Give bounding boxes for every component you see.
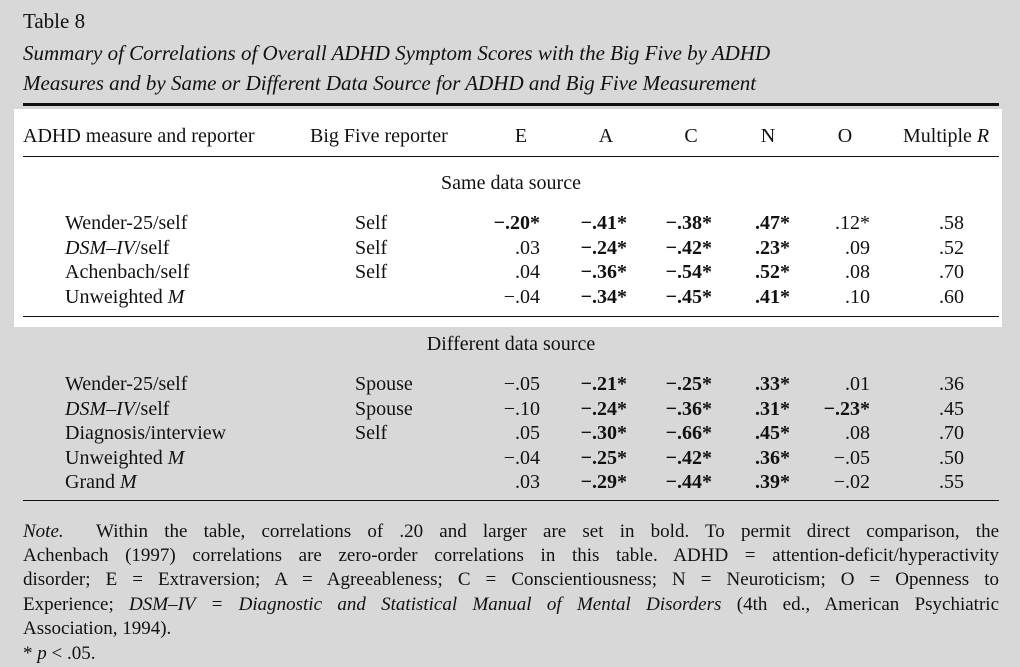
note-line-3: disorder; E = Extraversion; A = Agreeableness; C = Conscientiousness; N = Neuroticism; O = Openness to <box>23 569 999 590</box>
header-a: A <box>598 125 614 147</box>
section-label: Different data source <box>426 333 596 355</box>
cell-multiple-r: .60 <box>939 285 964 308</box>
header-o: O <box>837 125 853 147</box>
cell-multiple-r: .36 <box>939 373 964 395</box>
header-n: N <box>760 125 776 147</box>
note-line-5: Association, 1994). <box>23 618 172 639</box>
cell-a: −.21* <box>580 373 627 395</box>
header-e: E <box>514 125 528 147</box>
row-reporter: Spouse <box>355 373 413 395</box>
row-measure: Unweighted M <box>65 446 185 469</box>
cell-e: −.04 <box>503 446 540 469</box>
header-measure: ADHD measure and reporter <box>23 125 255 147</box>
header-c: C <box>684 125 698 147</box>
row-reporter: Self <box>355 261 388 283</box>
cell-n: .23* <box>755 236 790 259</box>
cell-o: .01 <box>845 373 870 395</box>
cell-c: −.38* <box>665 212 712 234</box>
cell-multiple-r: .45 <box>939 397 964 420</box>
cell-o: −.23* <box>823 397 870 420</box>
cell-n: .33* <box>755 373 790 395</box>
cell-o: .09 <box>845 236 870 259</box>
cell-a: −.25* <box>580 446 627 469</box>
cell-a: −.34* <box>580 285 627 308</box>
row-measure: DSM–IV/self <box>65 236 170 259</box>
cell-multiple-r: .52 <box>939 236 964 259</box>
cell-o: −.05 <box>833 446 870 469</box>
cell-a: −.24* <box>580 236 627 259</box>
header-multiple-r: Multiple R <box>903 125 990 147</box>
cell-a: −.30* <box>580 422 627 444</box>
row-measure: Unweighted M <box>65 285 185 308</box>
cell-multiple-r: .58 <box>939 212 964 234</box>
cell-e: −.04 <box>503 285 540 308</box>
cell-e: .05 <box>515 422 540 444</box>
row-reporter: Self <box>355 212 388 234</box>
row-reporter: Self <box>355 236 388 259</box>
cell-n: .41* <box>755 285 790 308</box>
cell-o: .12* <box>835 212 870 234</box>
cell-e: −.05 <box>503 373 540 395</box>
row-measure: DSM–IV/self <box>65 397 170 420</box>
cell-multiple-r: .55 <box>939 471 964 493</box>
cell-o: −.02 <box>833 471 870 493</box>
cell-c: −.36* <box>665 397 712 420</box>
header-rule <box>23 156 999 157</box>
row-measure: Wender-25/self <box>65 373 188 395</box>
cell-e: .04 <box>515 261 540 283</box>
cell-a: −.36* <box>580 261 627 283</box>
cell-multiple-r: .50 <box>939 446 964 469</box>
cell-e: −.10 <box>503 397 540 420</box>
cell-c: −.66* <box>665 422 712 444</box>
cell-a: −.29* <box>580 471 627 493</box>
section-rule <box>23 316 999 317</box>
cell-c: −.54* <box>665 261 712 283</box>
cell-e: −.20* <box>493 212 540 234</box>
cell-n: .47* <box>755 212 790 234</box>
cell-n: .52* <box>755 261 790 283</box>
cell-n: .39* <box>755 471 790 493</box>
cell-o: .10 <box>845 285 870 308</box>
cell-c: −.45* <box>665 285 712 308</box>
note-line-1: Note. Within the table, correlations of .20 and larger are set in bold. To permit direct comparison, the <box>23 521 1000 542</box>
cell-e: .03 <box>515 471 540 493</box>
note-line-2: Achenbach (1997) correlations are zero-order correlations in this table. ADHD = attention-deficit/hyperactivity <box>23 545 999 566</box>
caption-line-1: Summary of Correlations of Overall ADHD Symptom Scores with the Big Five by ADHD <box>23 41 771 65</box>
cell-n: .31* <box>755 397 790 420</box>
row-measure: Achenbach/self <box>65 261 190 283</box>
row-reporter: Self <box>355 422 388 444</box>
table-label: Table 8 <box>23 9 86 33</box>
cell-c: −.25* <box>665 373 712 395</box>
significance-note: * p < .05. <box>23 643 96 664</box>
row-measure: Diagnosis/interview <box>65 422 227 444</box>
cell-e: .03 <box>515 236 540 259</box>
cell-o: .08 <box>845 261 870 283</box>
section-label: Same data source <box>441 172 581 194</box>
cell-a: −.41* <box>580 212 627 234</box>
cell-n: .36* <box>755 446 790 469</box>
cell-a: −.24* <box>580 397 627 420</box>
cell-n: .45* <box>755 422 790 444</box>
note-line-4: Experience; DSM–IV = Diagnostic and Statistical Manual of Mental Disorders (4th ed., American Psychiatric <box>23 594 999 615</box>
cell-c: −.42* <box>665 236 712 259</box>
top-rule <box>23 103 999 106</box>
cell-multiple-r: .70 <box>939 261 964 283</box>
caption-line-2: Measures and by Same or Different Data Source for ADHD and Big Five Measurement <box>23 71 757 95</box>
cell-c: −.44* <box>665 471 712 493</box>
cell-o: .08 <box>845 422 870 444</box>
cell-multiple-r: .70 <box>939 422 964 444</box>
row-measure: Grand M <box>65 471 137 493</box>
row-measure: Wender-25/self <box>65 212 188 234</box>
row-reporter: Spouse <box>355 397 413 420</box>
bottom-rule <box>23 500 999 501</box>
header-reporter: Big Five reporter <box>310 125 448 147</box>
cell-c: −.42* <box>665 446 712 469</box>
